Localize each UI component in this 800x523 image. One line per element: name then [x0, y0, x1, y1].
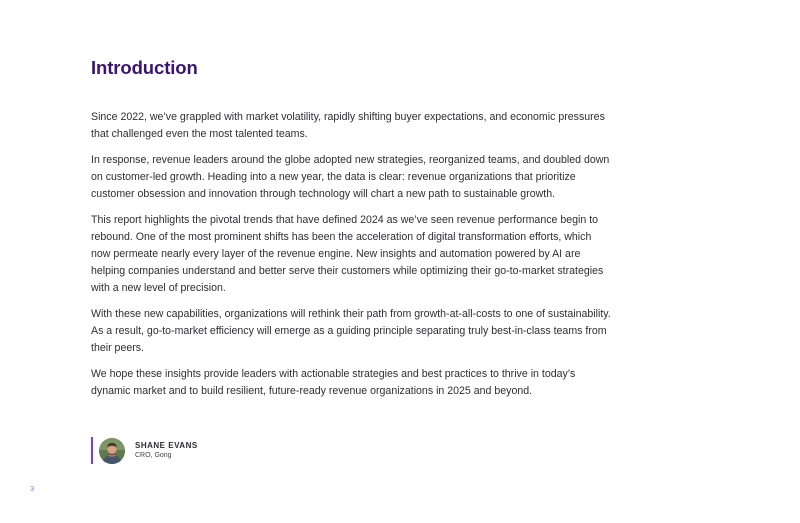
- page-title: Introduction: [91, 57, 198, 78]
- paragraph: This report highlights the pivotal trends that have defined 2024 as we’ve seen revenue performance begin to rebound. One of the most prominent shifts has been the acceleration of digital transformation efforts, which now permeate nearly every layer of the revenue engine. New insights and automation powered by AI are helping companies understand and better serve their customers while optimizing their go-to-market strategies with a new level of precision.: [91, 214, 604, 294]
- intro-body: [91, 109, 613, 409]
- author-name: SHANE EVANS: [135, 441, 198, 450]
- author-info: [135, 440, 198, 461]
- author-signature: [91, 437, 198, 464]
- accent-bar: [91, 437, 93, 464]
- paragraph: In response, revenue leaders around the globe adopted new strategies, reorganized teams, and doubled down on customer-led growth. Heading into a new year, the data is clear: revenue organizations that prioritize customer obsession and innovation through technology will chart a new path to sustainable growth.: [91, 154, 610, 200]
- paragraph: Since 2022, we’ve grappled with market volatility, rapidly shifting buyer expectations, and economic pressures that challenged even the most talented teams.: [91, 111, 605, 140]
- paragraph: We hope these insights provide leaders with actionable strategies and best practices to thrive in today’s dynamic market and to build resilient, future-ready revenue organizations in 2025 and beyond.: [91, 368, 576, 397]
- paragraph: With these new capabilities, organizations will rethink their path from growth-at-all-costs to one of sustainability. As a result, go-to-market efficiency will emerge as a guiding principle separating truly best-in-class teams from their peers.: [91, 308, 611, 354]
- author-role: CRO, Gong: [135, 452, 172, 459]
- avatar: [99, 438, 125, 464]
- page-number: 3: [30, 484, 35, 493]
